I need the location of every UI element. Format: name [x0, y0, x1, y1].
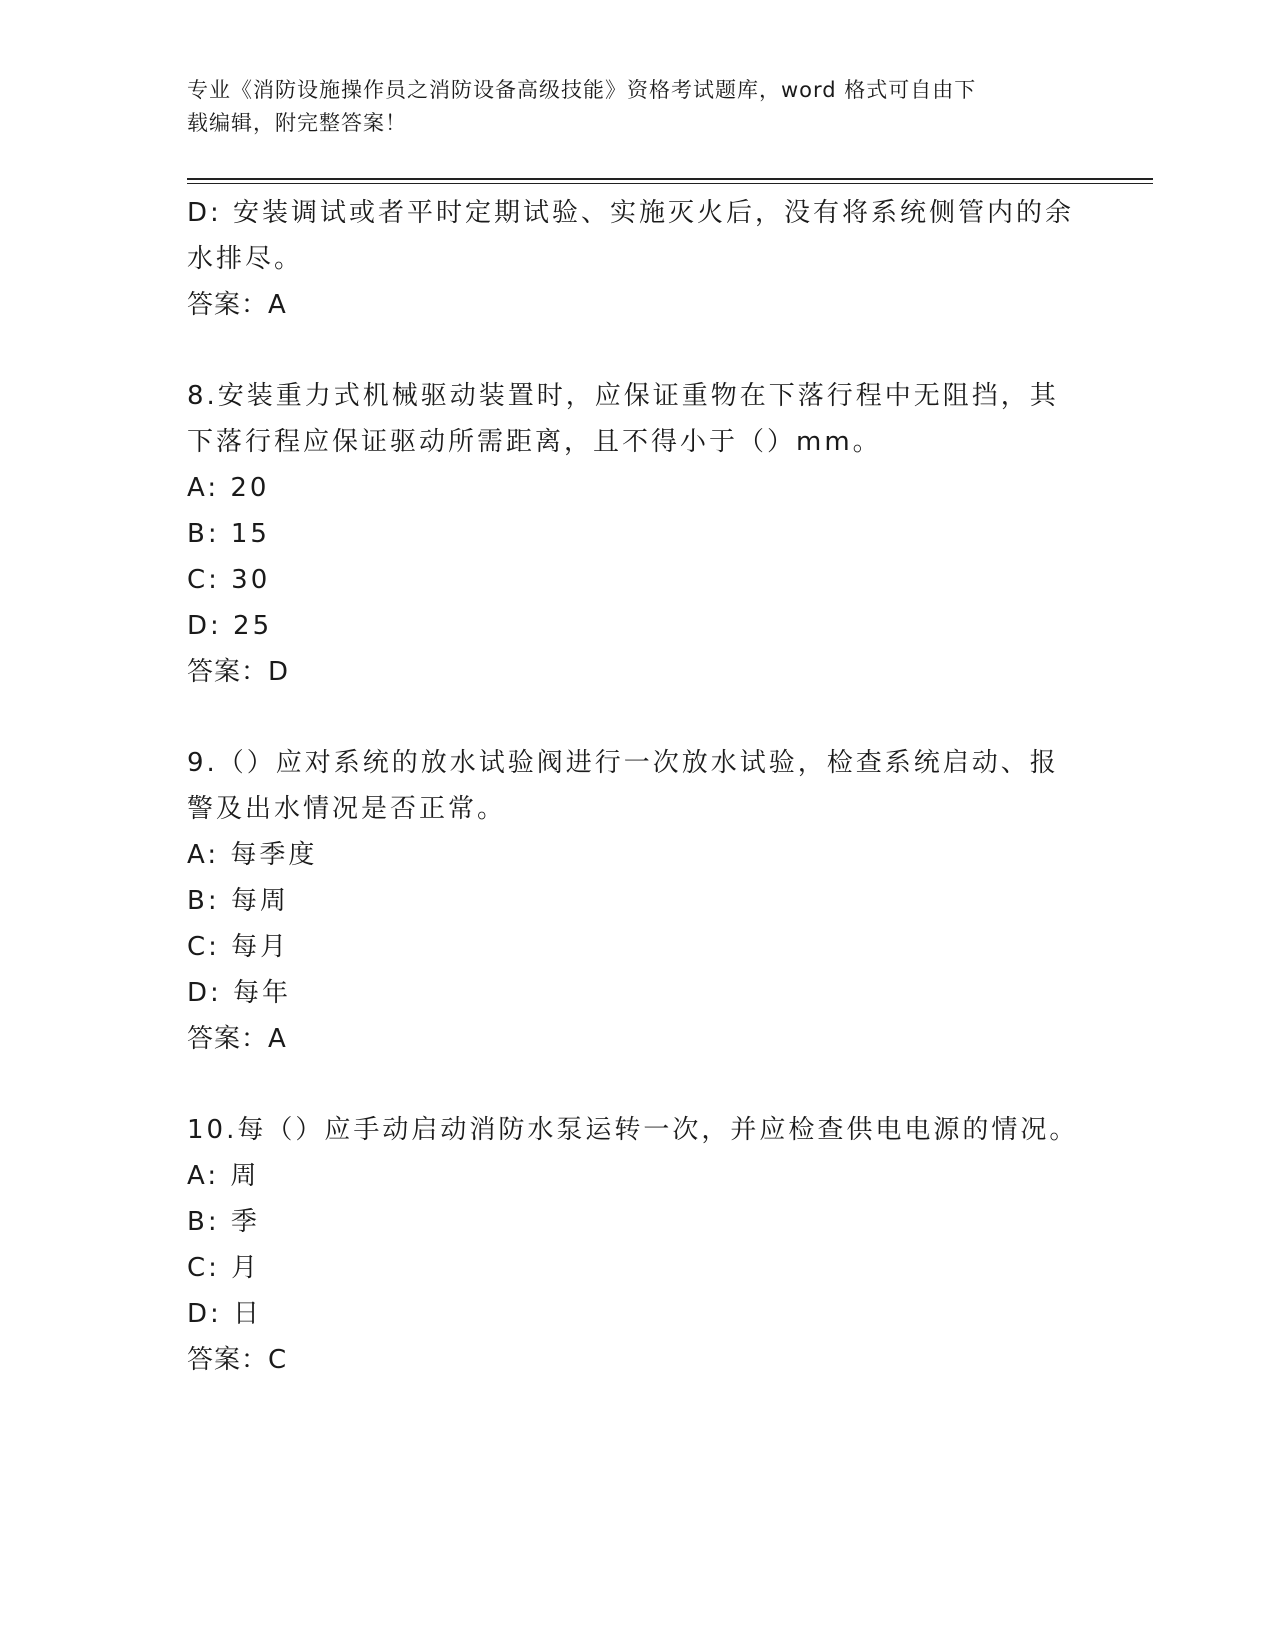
option-b: B: 每周	[187, 886, 289, 916]
option-c: C: 每月	[187, 932, 290, 962]
option-a: A: 周	[187, 1161, 260, 1191]
document-header	[187, 74, 1067, 140]
question-8	[187, 373, 1087, 695]
answer-line: 答案：C	[187, 1345, 288, 1375]
answer-line: 答案：D	[187, 657, 290, 687]
question-7-tail	[187, 190, 1087, 328]
header-rule-thick	[187, 178, 1153, 180]
question-text: 8.安装重力式机械驱动装置时，应保证重物在下落行程中无阻挡，其	[187, 381, 1059, 411]
option-c: C: 30	[187, 565, 271, 595]
question-9	[187, 740, 1087, 1062]
option-d: D: 每年	[187, 978, 292, 1008]
option-b: B: 15	[187, 519, 270, 549]
option-a: A: 20	[187, 473, 270, 503]
header-rule-thin	[187, 183, 1153, 184]
question-text: 10.每（）应手动启动消防水泵运转一次，并应检查供电电源的情况。	[187, 1115, 1079, 1145]
option-d: D: 日	[187, 1299, 263, 1329]
answer-line: 答案：A	[187, 290, 287, 320]
question-list	[187, 190, 1087, 1383]
option-d: D: 安装调试或者平时定期试验、实施灭火后，没有将系统侧管内的余	[187, 198, 1075, 228]
header-line-2: 载编辑，附完整答案！	[187, 111, 407, 135]
question-text: 9.（）应对系统的放水试验阀进行一次放水试验，检查系统启动、报	[187, 748, 1059, 778]
option-d: D: 25	[187, 611, 273, 641]
answer-line: 答案：A	[187, 1024, 287, 1054]
question-text-continued: 下落行程应保证驱动所需距离，且不得小于（）mm。	[187, 427, 882, 457]
question-10	[187, 1107, 1087, 1383]
question-text-continued: 警及出水情况是否正常。	[187, 794, 507, 824]
option-d-continued: 水排尽。	[187, 244, 304, 274]
option-c: C: 月	[187, 1253, 261, 1283]
header-line-1: 专业《消防设施操作员之消防设备高级技能》资格考试题库，word 格式可自由下	[187, 78, 977, 102]
option-b: B: 季	[187, 1207, 260, 1237]
option-a: A: 每季度	[187, 840, 318, 870]
